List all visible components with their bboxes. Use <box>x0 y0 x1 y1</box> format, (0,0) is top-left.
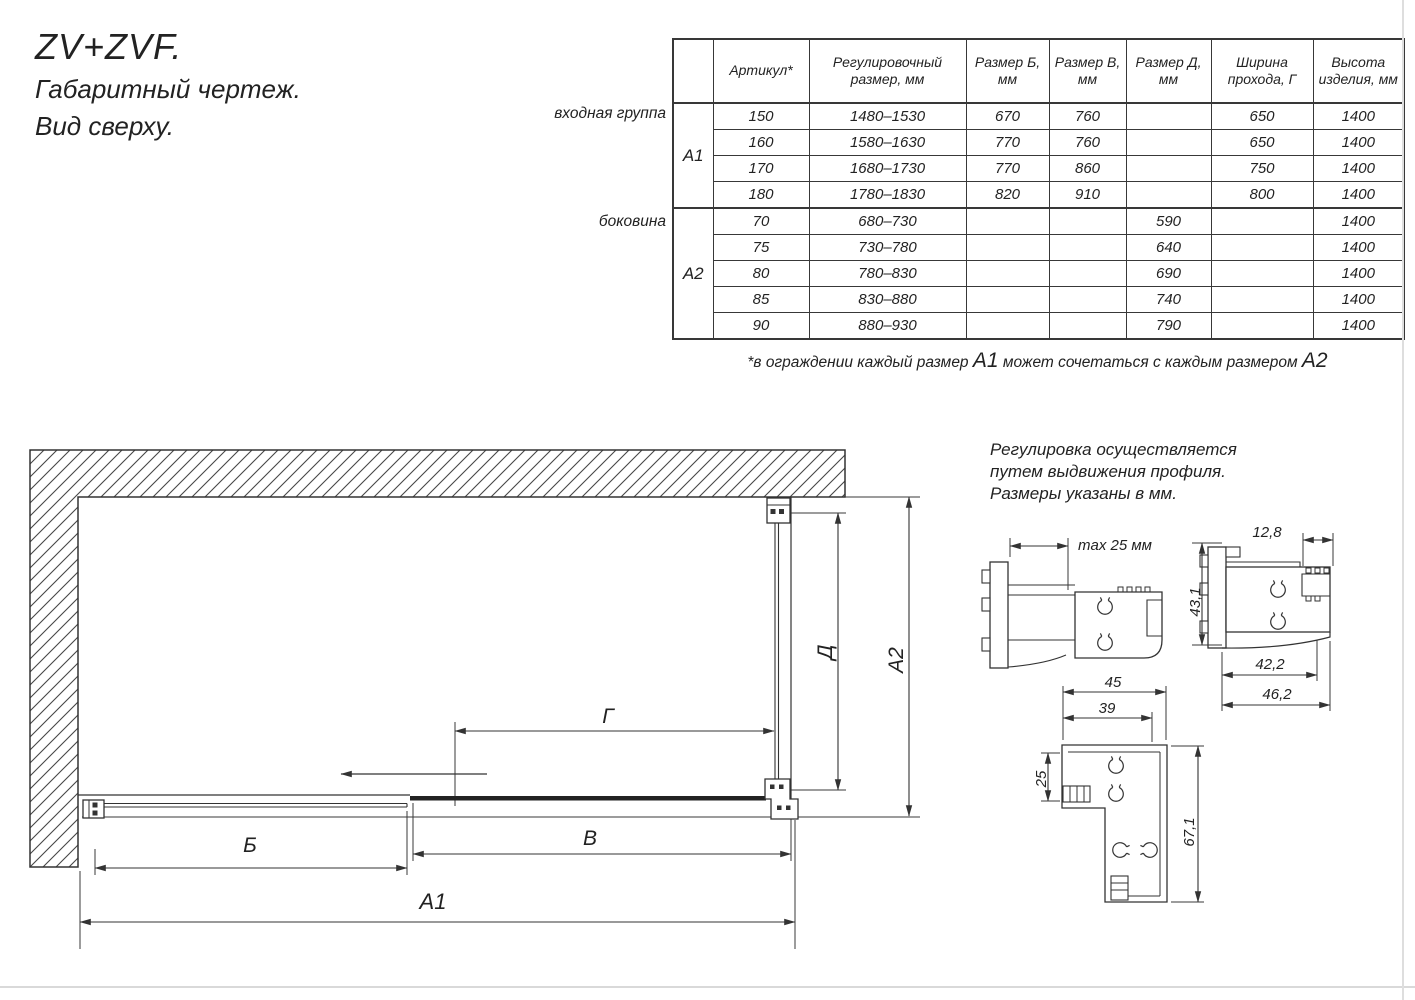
cell: 750 <box>1211 156 1313 182</box>
sliding-door-glass <box>410 796 766 801</box>
dim-label-v: В <box>582 827 598 850</box>
page-edge-bottom <box>0 986 1415 988</box>
cell: 740 <box>1126 287 1211 313</box>
cell: 1480–1530 <box>809 103 966 130</box>
cell: 760 <box>1049 103 1126 130</box>
cell: 790 <box>1126 313 1211 340</box>
cell: 650 <box>1211 130 1313 156</box>
corner-profile <box>765 779 798 819</box>
cell: 820 <box>966 182 1049 209</box>
dim-label-46-2: 46,2 <box>1262 686 1292 703</box>
profile-detail-wall-adjust <box>982 537 1162 668</box>
cell: 690 <box>1126 261 1211 287</box>
cell: 830–880 <box>809 287 966 313</box>
dim-label-67-1: 67,1 <box>1181 817 1198 847</box>
dim-label-d: Д <box>814 644 837 660</box>
dim-label-max25: max 25 мм <box>1078 537 1152 554</box>
profile-detail-corner <box>1033 674 1204 902</box>
cell: 880–930 <box>809 313 966 340</box>
cell: 180 <box>713 182 809 209</box>
cell: 1400 <box>1313 208 1404 235</box>
col-header-article: Артикул* <box>713 39 809 103</box>
cell: 670 <box>966 103 1049 130</box>
dim-label-39: 39 <box>1098 700 1116 717</box>
group-label-entrance: входная группа <box>554 105 666 122</box>
note-line: Размеры указаны в мм. <box>990 484 1177 503</box>
cell: 90 <box>713 313 809 340</box>
dim-label-43-1: 43,1 <box>1187 587 1204 617</box>
cell: 1400 <box>1313 103 1404 130</box>
cell: 150 <box>713 103 809 130</box>
cell: 650 <box>1211 103 1313 130</box>
cell: 640 <box>1126 235 1211 261</box>
dim-label-42-2: 42,2 <box>1255 656 1285 673</box>
dim-label-g: Г <box>602 705 614 728</box>
cell: 770 <box>966 130 1049 156</box>
col-header-adjust-range: Регулировочный размер, мм <box>809 39 966 103</box>
note-line: Регулировка осуществляется <box>990 440 1237 459</box>
view-label: Вид сверху. <box>35 111 174 141</box>
col-header-height: Высота изделия, мм <box>1313 39 1404 103</box>
cell: 780–830 <box>809 261 966 287</box>
cell: 1580–1630 <box>809 130 966 156</box>
cell: 760 <box>1049 130 1126 156</box>
cell: 1400 <box>1313 313 1404 340</box>
drawing-type-label: Габаритный чертеж. <box>35 74 301 104</box>
wall-profile-top <box>767 498 790 523</box>
footnote-text: может сочетаться с каждым размером <box>998 354 1302 371</box>
footnote-text: *в ограждении каждый размер <box>747 354 973 371</box>
wall-profile-left <box>83 800 104 818</box>
col-header-size-v: Размер В, мм <box>1049 39 1126 103</box>
dim-label-b: Б <box>243 834 257 857</box>
cell: 1400 <box>1313 156 1404 182</box>
dim-label-12-8: 12,8 <box>1252 524 1282 541</box>
footnote-a2: А2 <box>1301 349 1328 372</box>
cell: 910 <box>1049 182 1126 209</box>
group-code-a2: А2 <box>673 208 713 339</box>
cell: 75 <box>713 235 809 261</box>
cell: 860 <box>1049 156 1126 182</box>
cell: 590 <box>1126 208 1211 235</box>
cell: 70 <box>713 208 809 235</box>
cell: 730–780 <box>809 235 966 261</box>
group-code-a1: А1 <box>673 103 713 208</box>
cell: 680–730 <box>809 208 966 235</box>
cell: 170 <box>713 156 809 182</box>
cell: 800 <box>1211 182 1313 209</box>
cell: 770 <box>966 156 1049 182</box>
enclosure <box>78 497 798 819</box>
footnote-a1: А1 <box>972 349 999 372</box>
cell: 80 <box>713 261 809 287</box>
col-header-size-b: Размер Б, мм <box>966 39 1049 103</box>
cell: 1400 <box>1313 130 1404 156</box>
cell: 85 <box>713 287 809 313</box>
cell: 1400 <box>1313 182 1404 209</box>
product-name: ZV+ZVF. <box>35 26 183 67</box>
cell: 1400 <box>1313 287 1404 313</box>
profile-detail-section <box>1187 524 1333 711</box>
cell: 1780–1830 <box>809 182 966 209</box>
page-edge-right <box>1402 0 1404 1000</box>
cell: 1400 <box>1313 261 1404 287</box>
group-label-sidepanel: боковина <box>598 213 666 230</box>
dim-label-a2: А2 <box>885 647 908 673</box>
col-header-pass-width: Ширина прохода, Г <box>1211 39 1313 103</box>
note-line: путем выдвижения профиля. <box>990 462 1226 481</box>
dim-label-a1: А1 <box>419 889 447 914</box>
wall-hatched <box>30 450 845 867</box>
cell: 1400 <box>1313 235 1404 261</box>
extension-lines <box>80 497 920 949</box>
dim-label-25: 25 <box>1033 770 1050 788</box>
cell: 160 <box>713 130 809 156</box>
dimension-lines <box>80 497 909 922</box>
col-header-size-d: Размер Д, мм <box>1126 39 1211 103</box>
dim-label-45: 45 <box>1104 674 1122 691</box>
cell: 1680–1730 <box>809 156 966 182</box>
